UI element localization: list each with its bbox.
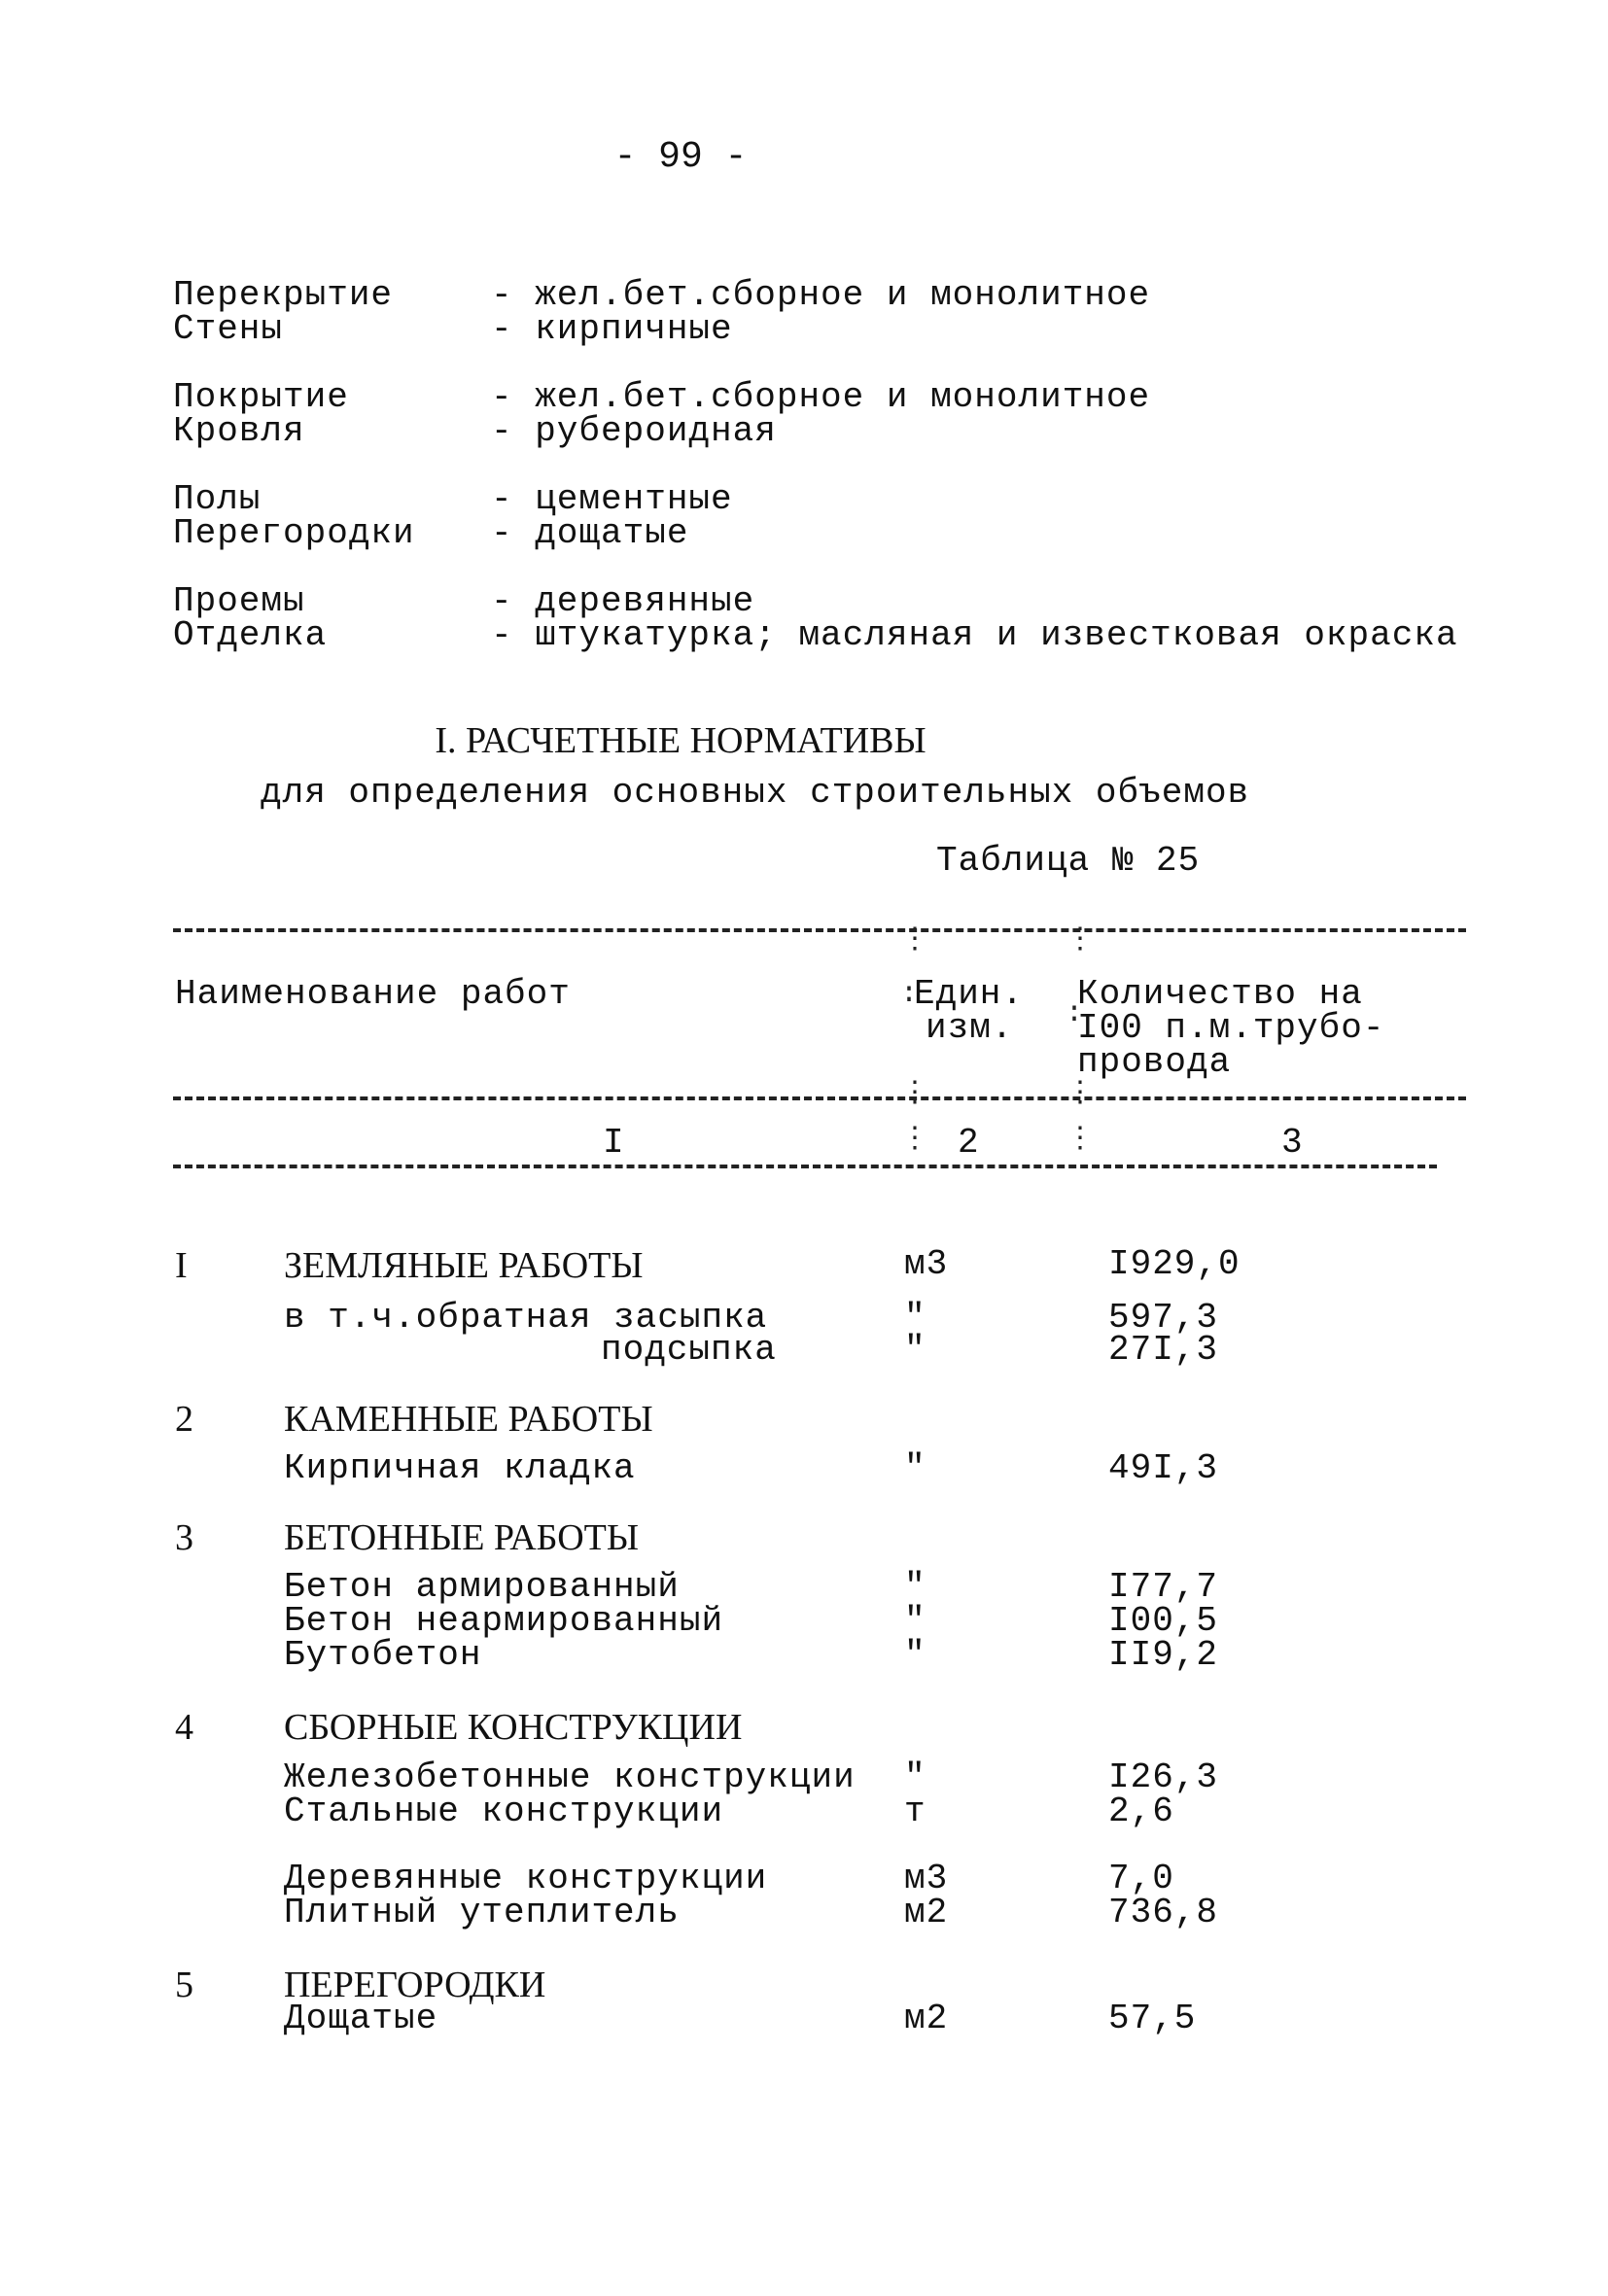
spec-label: Полы — [173, 479, 262, 519]
column-divider: ⋮ — [1066, 1078, 1095, 1111]
row-unit: " — [904, 1298, 926, 1338]
header-mid-rule — [173, 1096, 1466, 1100]
spec-label: Покрытие — [173, 377, 349, 417]
row-title: СБОРНЫЕ КОНСТРУКЦИИ — [284, 1707, 743, 1748]
row-qty: I00,5 — [1108, 1601, 1219, 1641]
row-title: Бетон армированный — [284, 1567, 680, 1607]
row-title: подсыпка — [601, 1330, 777, 1370]
spec-label: Перегородки — [173, 513, 415, 553]
row-title: Деревянные конструкции — [284, 1859, 768, 1898]
row-qty: 736,8 — [1108, 1893, 1219, 1932]
row-unit: " — [904, 1448, 926, 1488]
row-qty: I77,7 — [1108, 1567, 1219, 1607]
section-title: I. РАСЧЕТНЫЕ НОРМАТИВЫ — [435, 720, 926, 761]
spec-label: Кровля — [173, 411, 305, 451]
column-divider: ⋮ — [900, 924, 929, 957]
spec-value: - кирпичные — [491, 309, 733, 349]
spec-label: Перекрытие — [173, 275, 394, 315]
spec-value: - жел.бет.сборное и монолитное — [491, 377, 1151, 417]
row-qty: 27I,3 — [1108, 1330, 1219, 1370]
header-unit: Един. — [914, 974, 1025, 1014]
row-unit: " — [904, 1601, 926, 1641]
row-title: Кирпичная кладка — [284, 1448, 636, 1488]
row-title: Дощатые — [284, 1999, 438, 2038]
row-title: ПЕРЕГОРОДКИ — [284, 1965, 546, 2005]
spec-value: - дощатые — [491, 513, 689, 553]
row-title: Плитный утеплитель — [284, 1893, 680, 1932]
row-qty: II9,2 — [1108, 1635, 1219, 1675]
spec-label: Отделка — [173, 615, 328, 655]
header-name: Наименование работ — [175, 974, 571, 1014]
row-title: Стальные конструкции — [284, 1792, 724, 1831]
column-number: 2 — [958, 1123, 980, 1163]
row-qty: 2,6 — [1108, 1792, 1174, 1831]
column-divider: ⋮ — [900, 1078, 929, 1111]
row-number: I — [175, 1245, 188, 1286]
row-qty: 597,3 — [1108, 1298, 1219, 1338]
spec-value: - рубероидная — [491, 411, 777, 451]
row-title: Бутобетон — [284, 1635, 482, 1675]
spec-label: Проемы — [173, 581, 305, 621]
row-number: 3 — [175, 1517, 193, 1558]
row-unit: м2 — [904, 1999, 949, 2038]
header-top-rule — [173, 928, 1466, 932]
row-title: Железобетонные конструкции — [284, 1757, 856, 1797]
header-bottom-rule — [173, 1165, 1437, 1168]
column-number: I — [603, 1123, 625, 1163]
row-unit: " — [904, 1567, 926, 1607]
row-qty: I26,3 — [1108, 1757, 1219, 1797]
spec-label: Стены — [173, 309, 284, 349]
row-unit: м3 — [904, 1244, 949, 1284]
header-qty: I00 п.м.трубо- — [1077, 1008, 1385, 1048]
row-qty: I929,0 — [1108, 1244, 1241, 1284]
section-subtitle: для определения основных строительных объемов — [261, 773, 1250, 813]
column-divider: : — [900, 978, 919, 1011]
row-unit: м3 — [904, 1859, 949, 1898]
spec-value: - деревянные — [491, 581, 755, 621]
row-title: Бетон неармированный — [284, 1601, 724, 1641]
row-number: 4 — [175, 1707, 193, 1748]
column-divider: ⋮ — [900, 1124, 929, 1157]
row-title: КАМЕННЫЕ РАБОТЫ — [284, 1399, 653, 1440]
header-qty: провода — [1077, 1042, 1232, 1082]
spec-value: - жел.бет.сборное и монолитное — [491, 275, 1151, 315]
column-divider: ⋮ — [1066, 1124, 1095, 1157]
row-qty: 7,0 — [1108, 1859, 1174, 1898]
column-number: 3 — [1281, 1123, 1304, 1163]
header-qty: Количество на — [1077, 974, 1363, 1014]
row-number: 2 — [175, 1399, 193, 1440]
row-unit: м2 — [904, 1893, 949, 1932]
row-title: БЕТОННЫЕ РАБОТЫ — [284, 1517, 639, 1558]
row-qty: 49I,3 — [1108, 1448, 1219, 1488]
row-number: 5 — [175, 1965, 193, 2005]
spec-value: - штукатурка; масляная и известковая окраска — [491, 615, 1458, 655]
header-unit: изм. — [926, 1008, 1014, 1048]
row-unit: " — [904, 1330, 926, 1370]
row-unit: т — [904, 1792, 926, 1831]
row-unit: " — [904, 1635, 926, 1675]
column-divider: ⋮ — [1066, 924, 1095, 957]
row-title: ЗЕМЛЯНЫЕ РАБОТЫ — [284, 1245, 644, 1286]
spec-value: - цементные — [491, 479, 733, 519]
column-divider: : — [1066, 997, 1084, 1030]
row-title: в т.ч.обратная засыпка — [284, 1298, 768, 1338]
row-unit: " — [904, 1757, 926, 1797]
row-qty: 57,5 — [1108, 1999, 1197, 2038]
table-caption: Таблица № 25 — [936, 841, 1201, 881]
page-number: - 99 - — [613, 136, 748, 178]
